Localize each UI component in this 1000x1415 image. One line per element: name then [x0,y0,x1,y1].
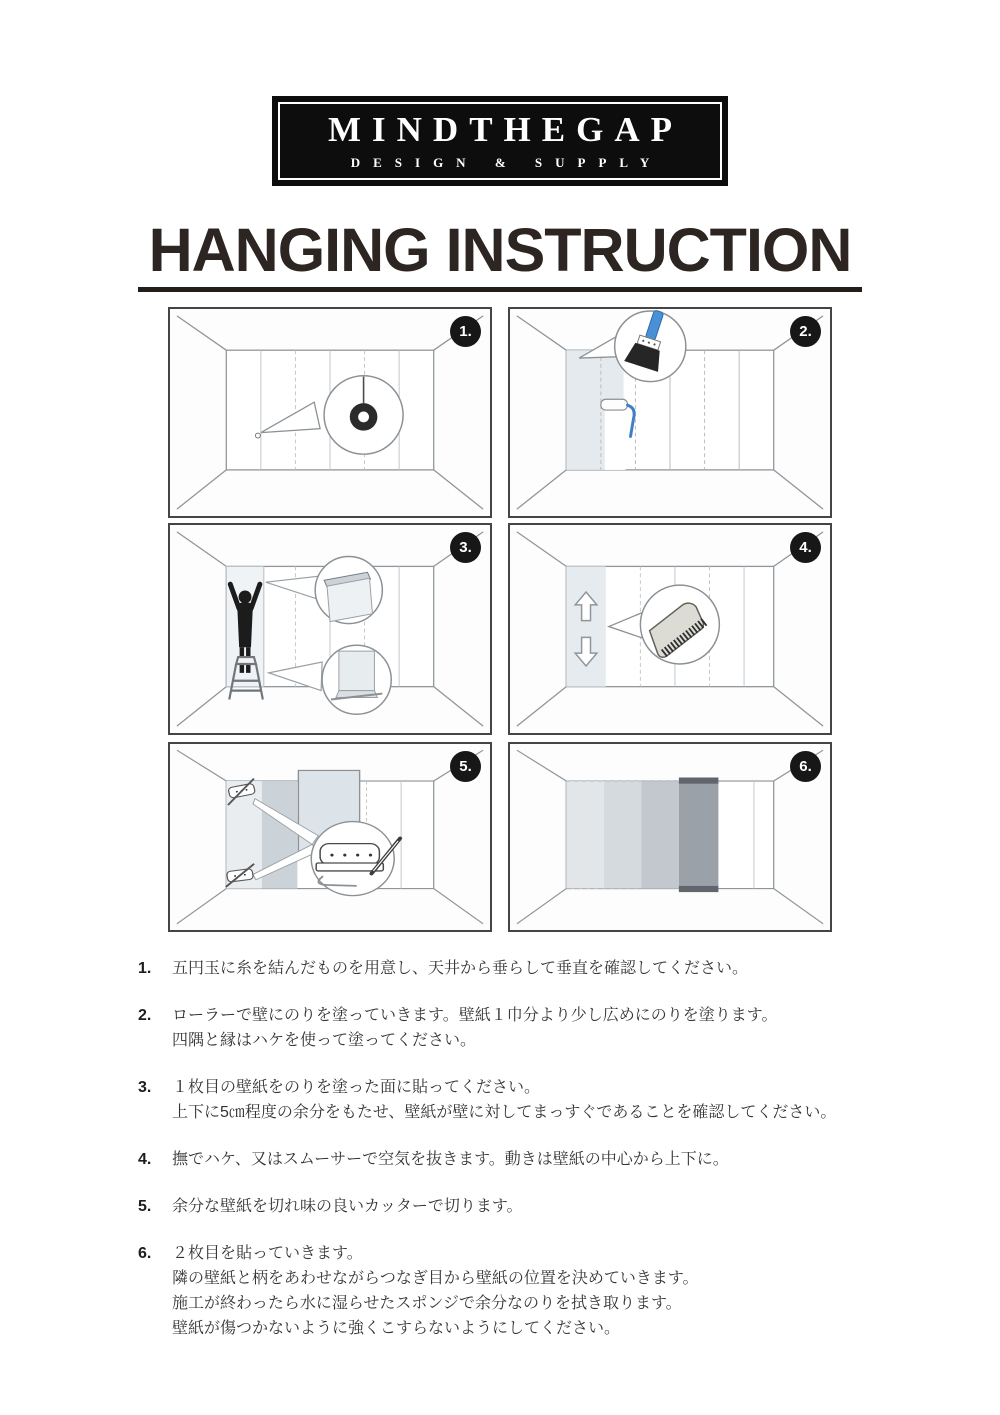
roller-track [605,403,626,470]
plumb-line-coin-icon [170,309,490,516]
step-badge: 5. [450,751,481,782]
smoother-tool-icon [510,525,830,733]
coin-hole [358,412,369,423]
strip-1 [566,781,604,889]
panel-step-4-smooth-air-out [508,523,832,735]
matched-strips-wall-icon [510,744,830,930]
instruction-text: 五円玉に糸を結んだものを用意し、天井から垂らして垂直を確認してください。 [172,960,749,977]
strip-bottom-sheet [339,651,375,690]
panel-step-6-hang-second-strip [508,742,832,932]
step-badge: 3. [450,532,481,563]
instruction-item-4 [138,1147,884,1172]
strip-4-current [679,781,719,889]
cutter-spatula-trim-icon [170,744,490,930]
panel-step-2-apply-paste [508,307,832,518]
instruction-text: 四隅と縁はハケを使って塗ってください。 [172,1032,477,1049]
brand-logo-frame [278,102,722,180]
strip-3 [641,781,679,889]
first-strip [566,566,606,686]
instruction-text: ローラーで壁にのりを塗っていきます。壁紙１巾分より少し広めにのりを塗ります。 [172,1007,778,1024]
step-badge: 2. [790,316,821,347]
instruction-text: １枚目の壁紙をのりを塗った面に貼ってください。 [172,1079,541,1096]
instruction-item-2 [138,1003,884,1053]
strip-top-sheet [327,578,372,621]
instruction-item-6 [138,1241,884,1341]
item-number: 4. [138,1151,152,1168]
instruction-item-1 [138,956,884,981]
panel-step-1-plumb-line [168,307,492,518]
brand-tagline: DESIGN & SUPPLY [350,154,663,170]
strip-2 [604,781,642,889]
person-hanging-first-strip-icon [170,525,490,733]
instruction-text: ２枚目を貼っていきます。 [172,1245,363,1262]
item-number: 6. [138,1245,152,1262]
instruction-text: 壁紙が傷つかないように強くこすらないようにしてください。 [172,1320,621,1337]
item-number: 3. [138,1079,152,1096]
brand-logo [272,96,728,186]
panel-step-5-trim-excess [168,742,492,932]
step-badge: 1. [450,316,481,347]
spatula-icon [316,844,383,871]
instruction-text: 余分な壁紙を切れ味の良いカッターで切ります。 [172,1198,523,1215]
strip-4-top-edge [679,777,719,783]
instruction-text: 隣の壁紙と柄をあわせながらつなぎ目から壁紙の位置を決めていきます。 [172,1270,699,1287]
strip-4-bottom-edge [679,886,719,892]
item-number: 1. [138,960,152,977]
panel-step-3-hang-first-strip [168,523,492,735]
step-badge: 4. [790,532,821,563]
page-title: HANGING INSTRUCTION [148,216,852,284]
instruction-item-3 [138,1075,884,1125]
paste-roller-brush-icon [510,309,830,516]
instruction-text: 上下に5㎝程度の余分をもたせ、壁紙が壁に対してまっすぐであることを確認してください。 [172,1104,837,1121]
title-underline [138,287,862,292]
plumb-point-dot [255,433,260,438]
instruction-list [138,956,884,1363]
step-badge: 6. [790,751,821,782]
paint-roller-icon [601,399,628,410]
instruction-text: 施工が終わったら水に湿らせたスポンジで余分なのりを拭き取ります。 [172,1295,682,1312]
brand-name: MINDTHEGAP [328,109,683,149]
instruction-text: 撫でハケ、又はスムーサーで空気を抜きます。動きは壁紙の中心から上下に。 [172,1151,729,1168]
item-number: 5. [138,1198,152,1215]
item-number: 2. [138,1007,152,1024]
instruction-item-5 [138,1194,884,1219]
